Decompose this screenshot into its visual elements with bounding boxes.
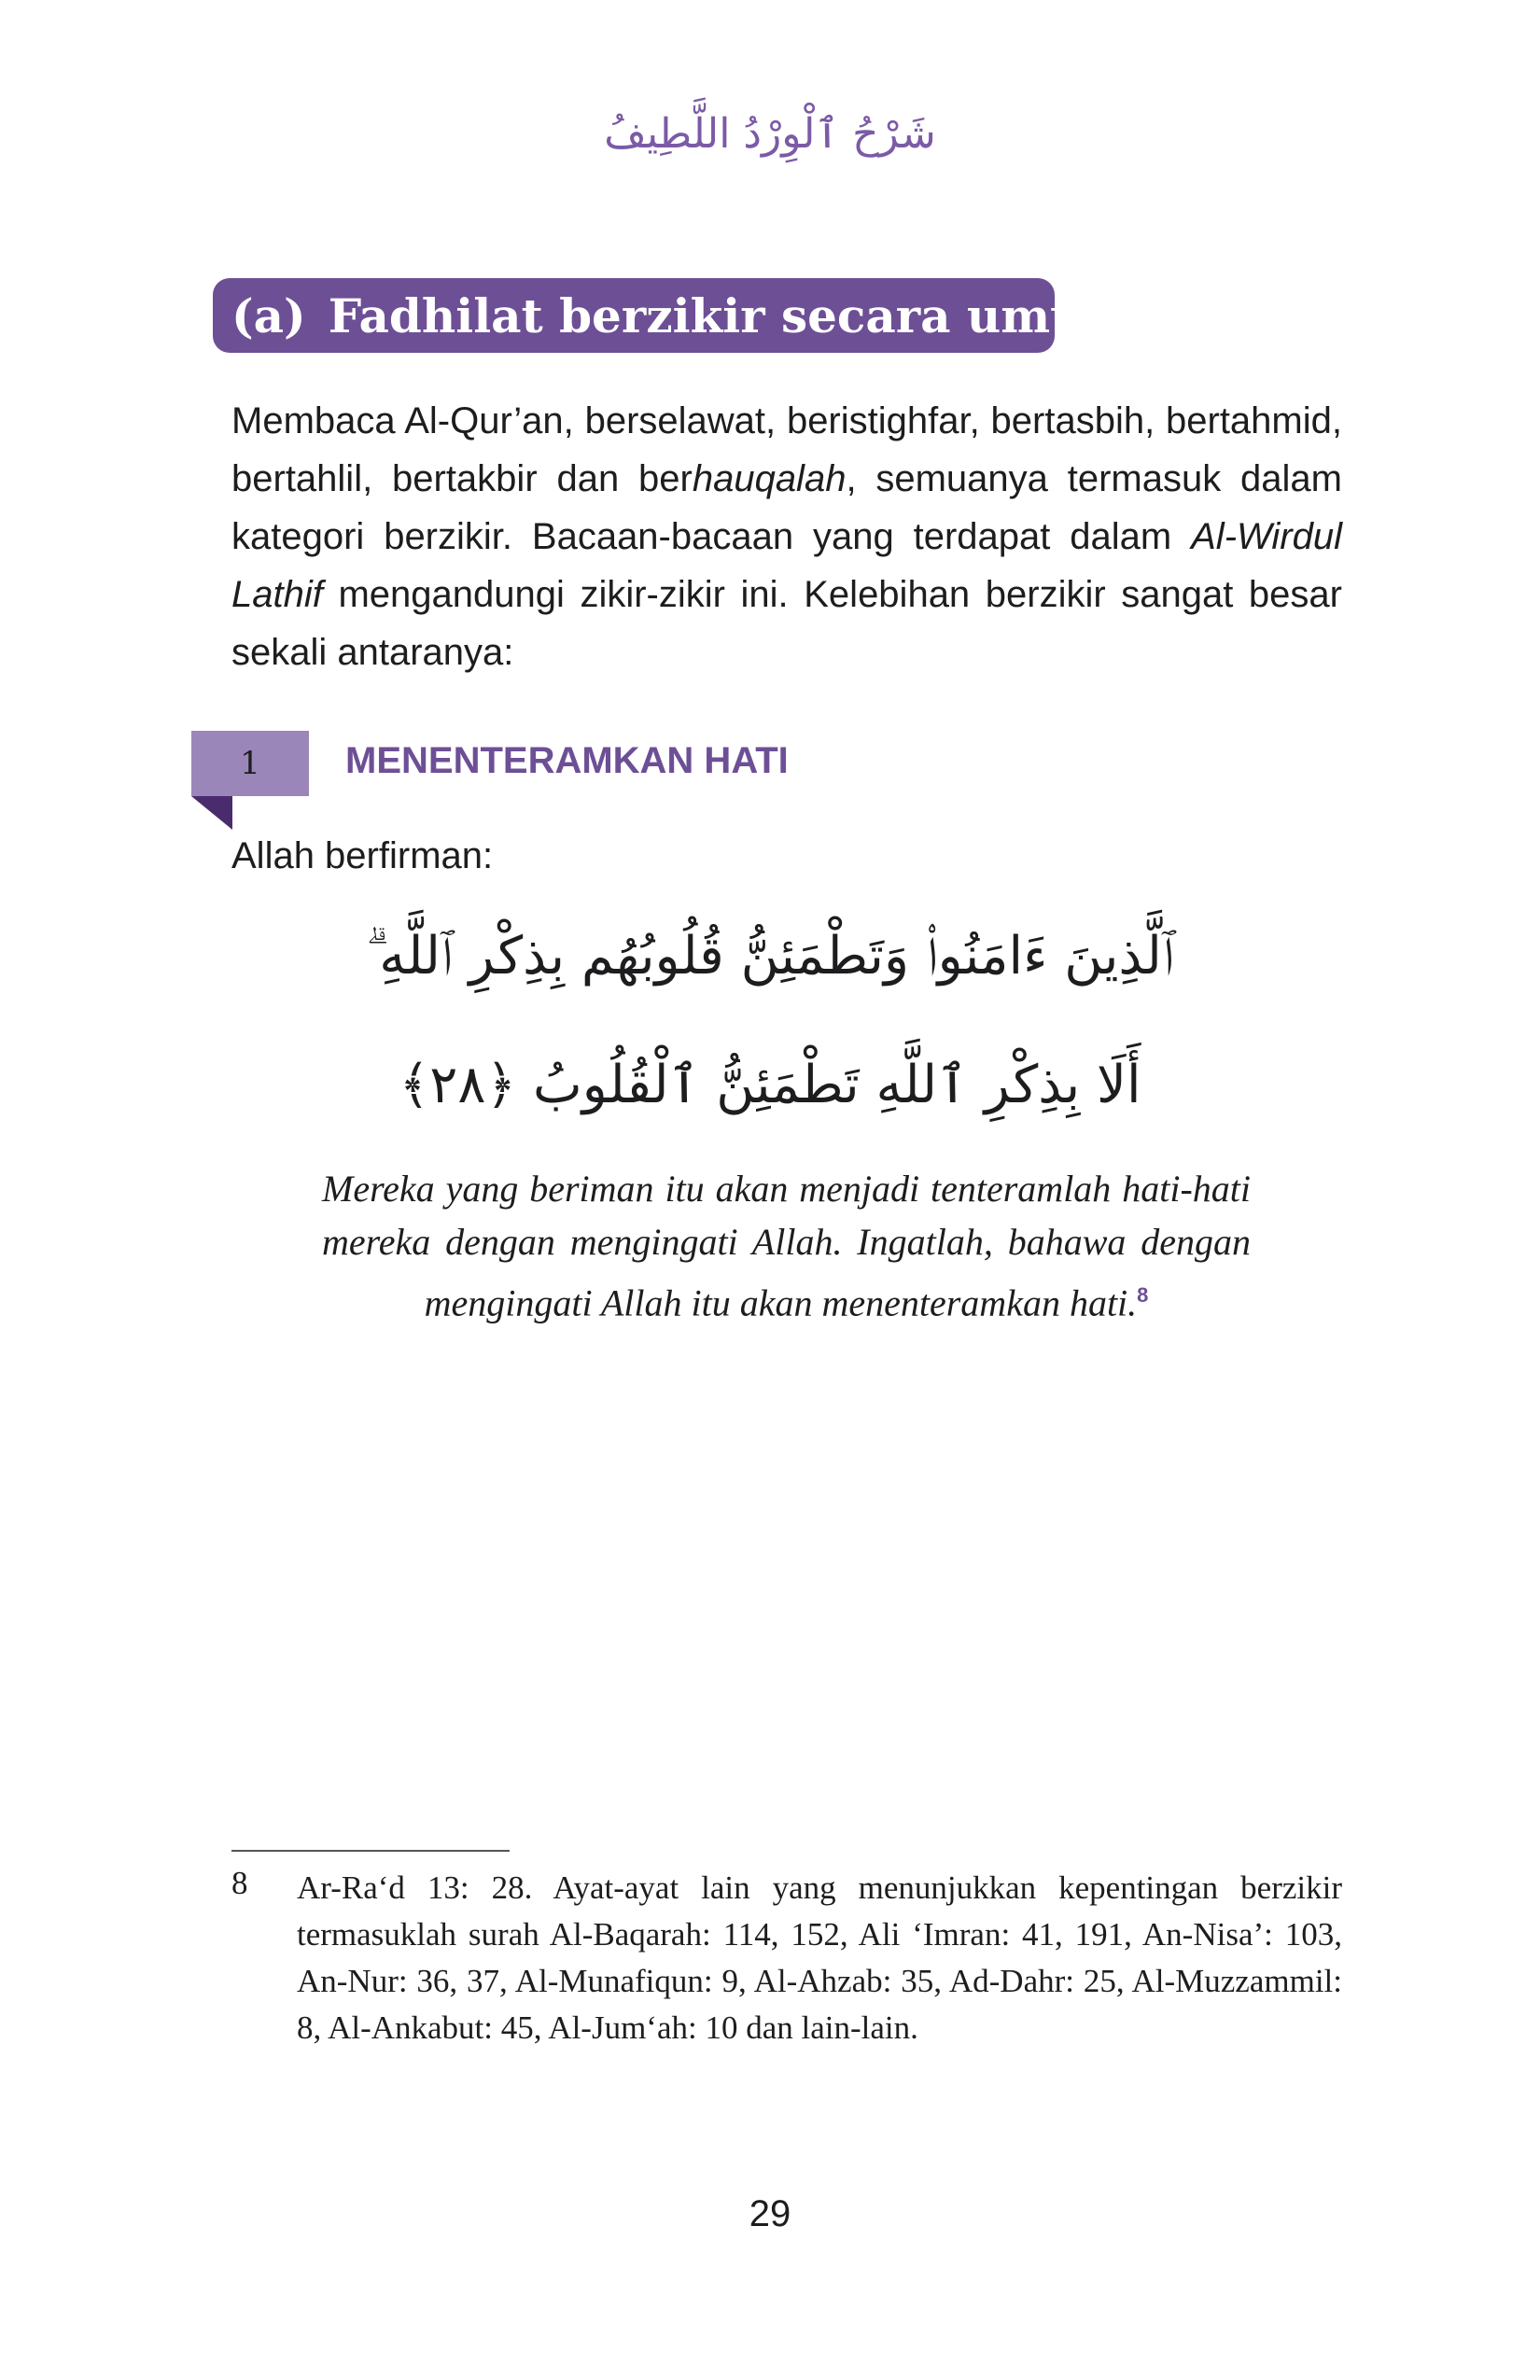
- intro-hauqalah: hauqalah: [692, 458, 847, 499]
- footnote-reference[interactable]: 8: [1137, 1283, 1149, 1307]
- badge-fold-decoration: [191, 796, 232, 830]
- section-title: Fadhilat berzikir secara umum: [328, 287, 1134, 343]
- point-heading: MENENTERAMKAN HATI: [345, 740, 789, 781]
- intro-part-2: , semuanya termasuk dalam kategori berzikir. Bacaan-bacaan yang terdapat dalam: [231, 458, 1342, 557]
- section-banner: [213, 278, 1134, 353]
- intro-book-title: Al-Wirdul Lathif: [231, 516, 1342, 615]
- intro-part-1: Membaca Al-Qur’an, berselawat, beristighfar, bertasbih, bertahmid, bertahlil, bertakbir dan ber: [231, 400, 1342, 499]
- footnote-divider: [231, 1850, 510, 1852]
- lead-text: Allah berfirman:: [231, 835, 494, 876]
- page-number: 29: [749, 2193, 791, 2234]
- point-number-badge: [191, 731, 309, 796]
- verse-line-1: ٱلَّذِينَ ءَامَنُوا۟ وَتَطْمَئِنُّ قُلُوبُهُم بِذِكْرِ ٱللَّهِ ۗ: [366, 926, 1174, 987]
- section-label: (a): [231, 287, 306, 343]
- intro-part-3: mengandungi zikir-zikir ini. Kelebihan berzikir sangat besar sekali antaranya:: [231, 574, 1342, 673]
- verse-translation: [322, 1162, 1251, 1329]
- running-header: شَرْحُ ٱلْوِرْدُ اللَّطِيفُ: [604, 110, 936, 158]
- point-number: 1: [240, 745, 260, 782]
- footnote-text: Ar-Ra‘d 13: 28. Ayat-ayat lain yang menunjukkan kepentingan berzikir termasuklah surah Al-Baqarah: 114, 152, Ali ‘Imran: 41, 191, An-Nisa’: 103, An-Nur: 36, 37, Al-Munafiqun: 9, Al-Ahzab: 35, Ad-Dahr: 25, Al-Muzzammil: 8, Al-Ankabut: 45, Al-Jum‘ah: 10 dan lain-lain.: [297, 1869, 1342, 2046]
- intro-paragraph: [231, 392, 1342, 681]
- footnote-number: 8: [231, 1865, 248, 1901]
- verse-line-2: أَلَا بِذِكْرِ ٱللَّهِ تَطْمَئِنُّ ٱلْقُلُوبُ ﴿٢٨﴾: [399, 1055, 1141, 1115]
- translation-text: Mereka yang beriman itu akan menjadi tenteramlah hati-hati mereka dengan mengingati Allah. Ingatlah, bahawa dengan mengingati Allah itu akan menenteramkan hati.: [322, 1168, 1251, 1324]
